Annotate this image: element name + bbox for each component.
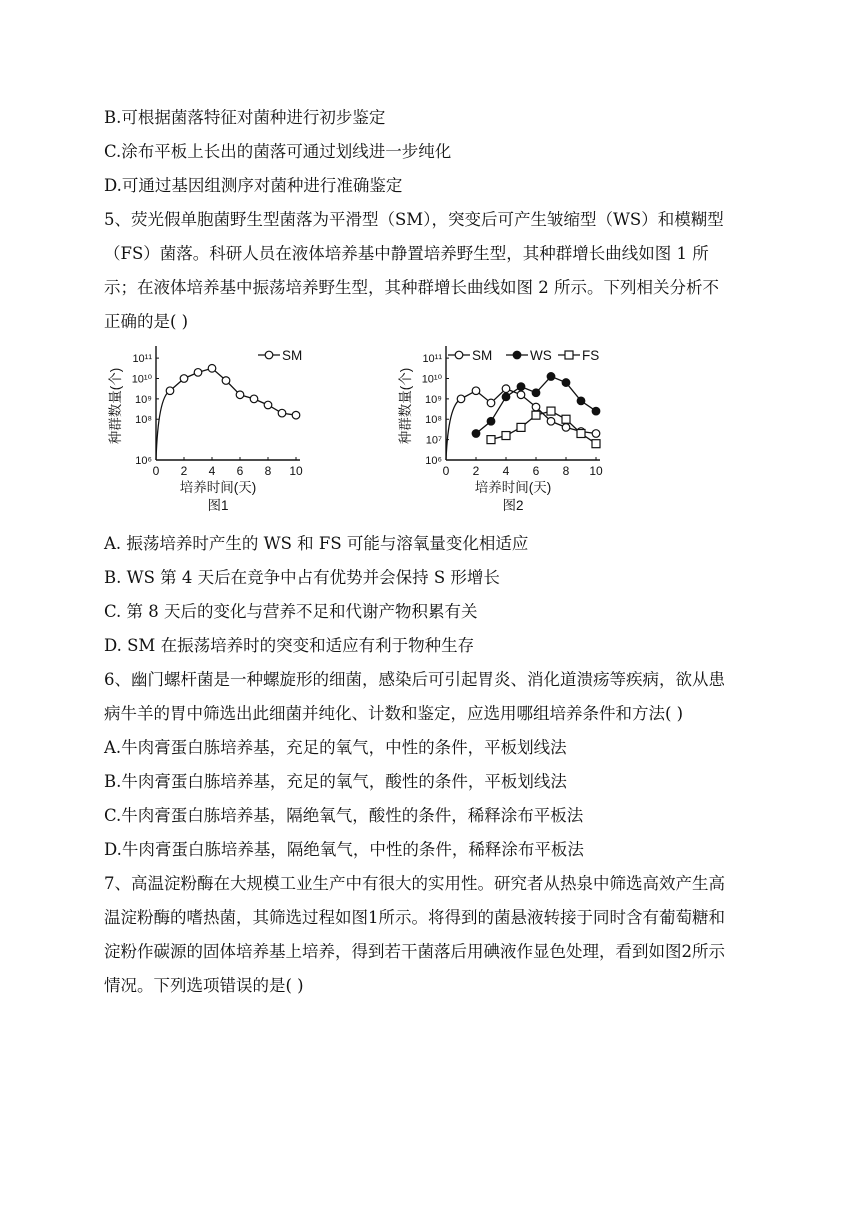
data-point-sm [517,391,525,399]
data-point-sm [562,424,570,432]
y-tick-label: 10¹¹ [132,353,152,366]
x-tick-label: 8 [264,464,272,478]
q6-stem-line: 6、幽门螺杆菌是一种螺旋形的细菌，感染后可引起胃炎、消化道溃疡等疾病，欲从患 [104,670,725,689]
data-point-sm [532,403,540,411]
q6-stem-line: 病牛羊的胃中筛选出此细菌并纯化、计数和鉴定，应选用哪组培养条件和方法( ) [104,704,684,723]
q6-option-a: A.牛肉膏蛋白胨培养基，充足的氧气，中性的条件，平板划线法 [104,738,567,757]
q7-stem-line: 7、高温淀粉酶在大规模工业生产中有很大的实用性。研究者从热泉中筛选高效产生高 [104,874,725,893]
series-line-sm-rise [156,391,170,460]
legend-marker [265,351,273,359]
figure-area [96,338,616,522]
data-point-ws [532,389,540,397]
series-line-sm-rise [446,399,461,460]
data-point-sm [472,387,480,395]
data-point-sm [502,385,510,393]
q5-option-b: B. WS 第 4 天后在竞争中占有优势并会保持 S 形增长 [104,568,500,587]
y-tick-label: 10⁶ [135,455,152,467]
x-tick-label: 2 [180,464,188,478]
legend-label-sm: SM [472,348,493,363]
data-point-fs [517,423,525,431]
x-tick-label: 8 [562,464,570,478]
figure-caption: 图2 [502,498,524,513]
data-point-ws [592,407,600,415]
data-point-fs [502,432,510,440]
x-tick-label: 6 [532,464,540,478]
x-tick-label: 6 [236,464,244,478]
data-point-sm [592,430,600,438]
data-point-sm [457,395,465,403]
q5-stem-line: 正确的是( ) [104,312,189,331]
q4-option-b: B.可根据菌落特征对菌种进行初步鉴定 [104,108,386,127]
x-tick-label: 0 [152,464,160,478]
y-axis-label: 种群数量(个) [108,367,123,445]
q5-option-c: C. 第 8 天后的变化与营养不足和代谢产物积累有关 [104,602,478,621]
legend-marker [455,351,463,359]
data-point-sm [194,369,202,377]
q6-option-b: B.牛肉膏蛋白胨培养基，充足的氧气，酸性的条件，平板划线法 [104,772,567,791]
q6-option-c: C.牛肉膏蛋白胨培养基，隔绝氧气，酸性的条件，稀释涂布平板法 [104,806,584,825]
y-tick-label: 10¹⁰ [421,373,442,386]
legend-label-sm: SM [282,348,303,363]
y-tick-label: 10⁹ [135,393,152,406]
q5-stem-line: 5、荧光假单胞菌野生型菌落为平滑型（SM），突变后可产生皱缩型（WS）和模糊型 [104,210,724,229]
data-point-ws [487,417,495,425]
q7-stem-line: 淀粉作碳源的固体培养基上培养，得到若干菌落后用碘液作显色处理，看到如图2所示 [104,942,725,961]
data-point-sm [236,391,244,399]
data-point-sm [487,399,495,407]
q5-stem-line: （FS）菌落。科研人员在液体培养基中静置培养野生型，其种群增长曲线如图 1 所 [104,244,709,263]
x-tick-label: 0 [442,464,450,478]
data-point-ws [577,397,585,405]
q4-option-d: D.可通过基因组测序对菌种进行准确鉴定 [104,176,403,195]
legend-label-ws: WS [530,348,552,363]
x-tick-label: 2 [472,464,480,478]
y-tick-label: 10⁸ [425,414,442,427]
data-point-fs [532,411,540,419]
q6-option-d: D.牛肉膏蛋白胨培养基，隔绝氧气，中性的条件，稀释涂布平板法 [104,840,584,859]
data-point-sm [292,411,300,419]
q5-option-a: A. 振荡培养时产生的 WS 和 FS 可能与溶氧量变化相适应 [104,534,529,553]
y-axis-label: 种群数量(个) [398,367,413,445]
x-tick-label: 4 [208,464,216,478]
figure-caption: 图1 [207,498,229,513]
data-point-fs [592,440,600,448]
q7-stem-line: 情况。下列选项错误的是( ) [104,976,304,995]
y-tick-label: 10¹¹ [422,353,442,366]
y-tick-label: 10⁶ [425,455,442,467]
x-tick-label: 4 [502,464,510,478]
data-point-ws [502,393,510,401]
data-point-ws [472,430,480,438]
data-point-sm [180,375,188,383]
y-tick-label: 10¹⁰ [131,373,152,386]
legend-marker [565,351,573,359]
data-point-sm [222,377,230,385]
data-point-fs [562,415,570,423]
y-tick-label: 10⁷ [425,434,442,447]
q4-option-c: C.涂布平板上长出的菌落可通过划线进一步纯化 [104,142,452,161]
growth-curve-figures [96,338,616,522]
q7-stem-line: 温淀粉酶的嗜热菌，其筛选过程如图1所示。将得到的菌悬液转接于同时含有葡萄糖和 [104,908,725,927]
data-point-sm [264,401,272,409]
data-point-sm [250,395,258,403]
y-tick-label: 10⁸ [135,414,152,427]
data-point-sm [208,365,216,373]
data-point-fs [547,407,555,415]
series-line-sm [170,368,296,415]
x-axis-label: 培养时间(天) [474,480,552,495]
x-axis-label: 培养时间(天) [179,480,257,495]
data-point-ws [517,383,525,391]
data-point-sm [166,387,174,395]
legend-label-fs: FS [582,348,600,363]
data-point-fs [487,436,495,444]
y-tick-label: 10⁹ [425,393,442,406]
data-point-sm [547,417,555,425]
data-point-ws [547,373,555,381]
q5-stem-line: 示；在液体培养基中振荡培养野生型，其种群增长曲线如图 2 所示。下列相关分析不 [104,278,719,297]
x-tick-label: 10 [289,464,303,478]
x-tick-label: 10 [589,464,603,478]
q5-option-d: D. SM 在振荡培养时的突变和适应有利于物种生存 [104,636,475,655]
data-point-fs [577,430,585,438]
legend-marker [513,351,521,359]
data-point-sm [278,409,286,417]
data-point-ws [562,379,570,387]
